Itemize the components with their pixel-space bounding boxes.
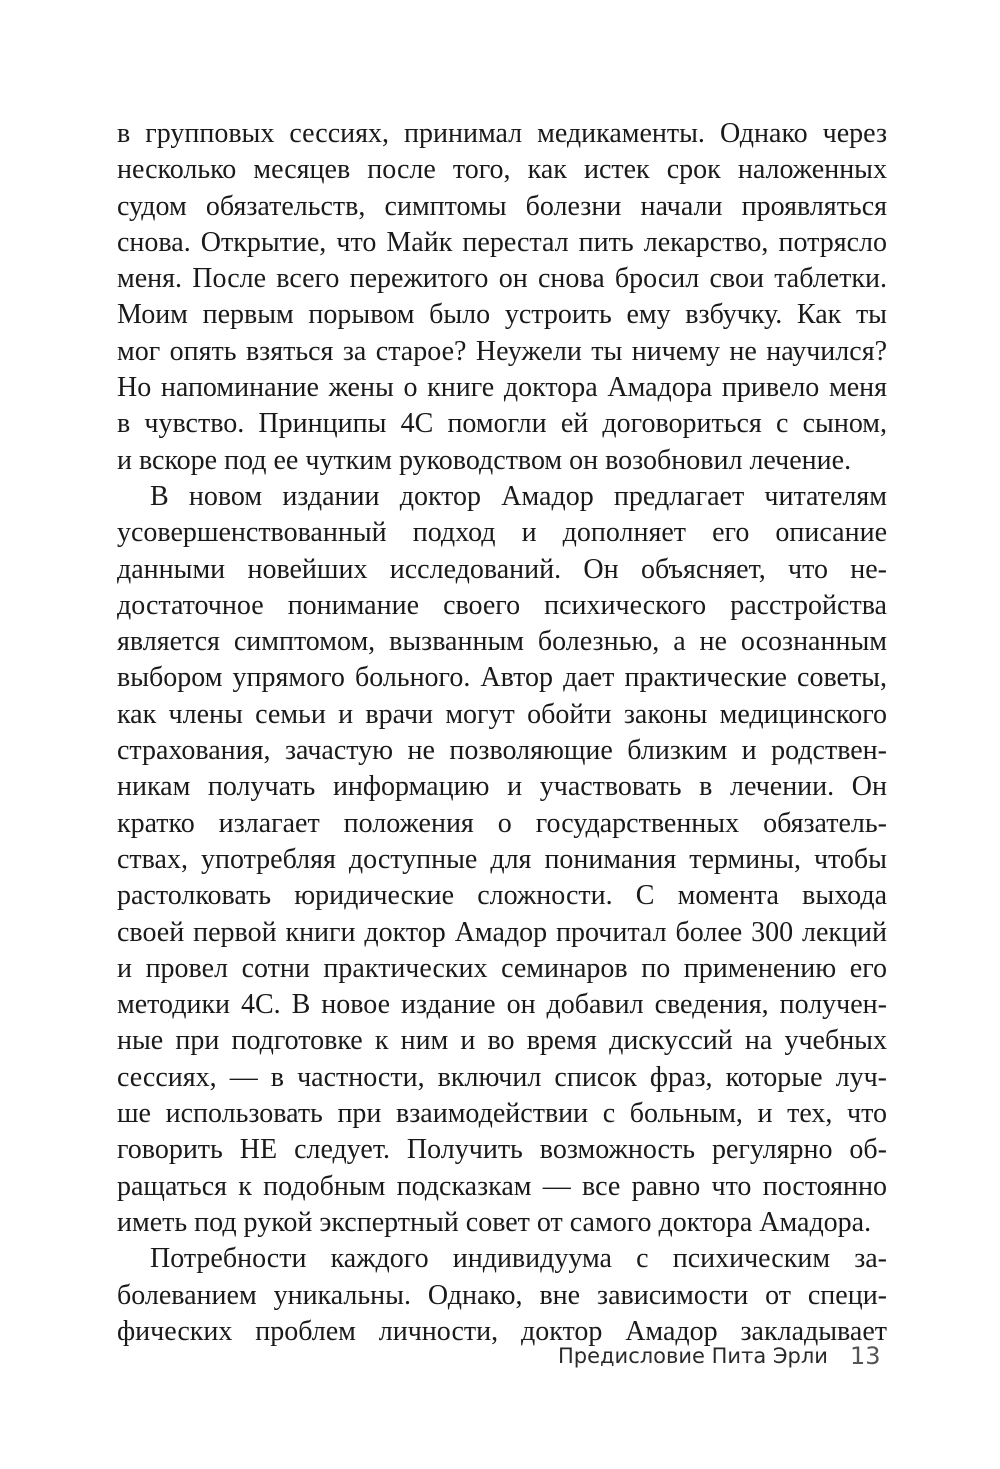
text-line: данными новейших исследований. Он объясняет, что не- xyxy=(117,553,887,585)
text-line: ше использовать при взаимодействии с больным, и тех, что xyxy=(117,1098,887,1130)
text-line: мог опять взяться за старое? Неужели ты ничему не научился? xyxy=(117,335,887,367)
text-line: в чувство. Принципы 4С помогли ей договориться с сыном, xyxy=(117,408,887,440)
text-line: иметь под рукой экспертный совет от самого доктора Амадора. xyxy=(117,1206,872,1238)
text-line: и вскоре под ее чутким руководством он возобновил лечение. xyxy=(117,444,852,476)
text-line: методики 4С. В новое издание он добавил сведения, получен- xyxy=(117,989,887,1021)
text-line: усовершенствованный подход и дополняет его описание xyxy=(117,517,887,549)
running-footer-title: Предисловие Пита Эрли xyxy=(558,1344,828,1368)
text-line: говорить НЕ следует. Получить возможность регулярно об- xyxy=(117,1134,887,1166)
text-line: болеванием уникальны. Однако, вне зависимости от специ- xyxy=(117,1279,887,1311)
text-line: фических проблем личности, доктор Амадор закладывает xyxy=(117,1315,887,1347)
page-number: 13 xyxy=(850,1342,881,1370)
body-text xyxy=(117,116,887,1350)
text-line: никам получать информацию и участвовать в лечении. Он xyxy=(117,771,887,803)
paragraph-first-line: В новом издании доктор Амадор предлагает читателям xyxy=(150,480,887,512)
text-line: ращаться к подобным подсказкам — все равно что постоянно xyxy=(117,1170,887,1202)
text-line: растолковать юридические сложности. С момента выхода xyxy=(117,880,887,912)
text-line: и провел сотни практических семинаров по применению его xyxy=(117,952,887,984)
text-line: ствах, употребляя доступные для понимания термины, чтобы xyxy=(117,843,887,875)
text-line: сессиях, — в частности, включил список фраз, которые луч- xyxy=(117,1061,887,1093)
text-line: страхования, зачастую не позволяющие близким и родствен- xyxy=(117,735,887,767)
text-line: как члены семьи и врачи могут обойти законы медицинского xyxy=(117,698,887,730)
text-line: меня. После всего пережитого он снова бросил свои таблетки. xyxy=(117,263,887,295)
text-line: Но напоминание жены о книге доктора Амадора привело меня xyxy=(117,372,887,404)
text-line: выбором упрямого больного. Автор дает практические советы, xyxy=(117,662,887,694)
text-line: своей первой книги доктор Амадор прочитал более 300 лекций xyxy=(117,916,887,948)
text-line: является симптомом, вызванным болезнью, а не осознанным xyxy=(117,626,887,658)
paragraph-first-line: Потребности каждого индивидуума с психическим за- xyxy=(150,1243,887,1275)
text-line: достаточное понимание своего психического расстройства xyxy=(117,589,887,621)
text-line: кратко излагает положения о государственных обязатель- xyxy=(117,807,887,839)
text-line: в групповых сессиях, принимал медикаменты. Однако через xyxy=(117,118,887,149)
text-line: ные при подготовке к ним и во время дискуссий на учебных xyxy=(117,1025,887,1057)
text-line: несколько месяцев после того, как истек срок наложенных xyxy=(117,154,887,186)
text-line: судом обязательств, симптомы болезни начали проявляться xyxy=(117,190,887,222)
text-line: снова. Открытие, что Майк перестал пить лекарство, потрясло xyxy=(117,226,887,258)
text-line: Моим первым порывом было устроить ему взбучку. Как ты xyxy=(117,299,887,331)
